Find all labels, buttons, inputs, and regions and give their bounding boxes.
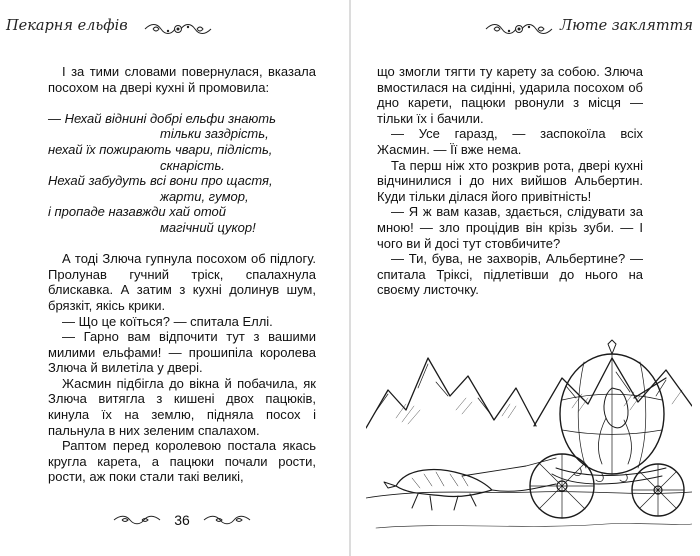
text-paragraph: А тоді Злюча гупнула посохом об підлогу. Пролунав гучний тріск, спалахнула блискавка. А затим з кухні долинув шум, брязкіт, якісь крики. xyxy=(48,251,316,313)
text-paragraph: Раптом перед королевою постала якась кругла карета, а пацюки почали рости, рости, аж поки стали такі великі, xyxy=(48,438,316,485)
left-running-head: Пекарня ельфів xyxy=(6,18,128,34)
spell-poem xyxy=(48,111,316,236)
text-paragraph: Жасмин підбігла до вікна й побачила, як Злюча витягла з кишені двох пацюків, кинула їх на землю, підняла посох і пальнула в них зеленим спалахом. xyxy=(48,375,316,438)
page-number: 36 xyxy=(174,512,190,528)
flourish-ornament-icon xyxy=(143,19,213,39)
text-paragraph: що змогли тягти ту карету за собою. Злюча вмостилася на сидінні, ударила посохом об дно карети, пацюки рвонули з місця — тільки їх і бачили. xyxy=(377,64,643,126)
poem-line: і пропаде назавжди хай отой xyxy=(48,204,227,220)
poem-line: Нехай забудуть всі вони про щастя, xyxy=(48,173,273,189)
text-paragraph: — Гарно вам відпочити тут з вашими милими ельфами! — прошипіла королева Злюча й вилетіла у двері. xyxy=(48,329,316,376)
text-paragraph: І за тими словами повернулася, вказала посохом на двері кухні й промовила: xyxy=(48,64,316,95)
vine-ornament-icon xyxy=(112,513,162,527)
flourish-ornament-icon xyxy=(484,19,554,39)
book-gutter xyxy=(349,0,351,556)
poem-line: нехай їх пожирають чвари, підлість, xyxy=(48,141,273,157)
text-paragraph: — Усе гаразд, — заспокоїла всіх Жасмин. — Її вже нема. xyxy=(377,126,643,157)
poem-line: жарти, гумор, xyxy=(160,188,249,204)
poem-line: магічний цукор! xyxy=(160,219,256,235)
poem-line: скнарість. xyxy=(160,157,225,173)
text-paragraph: — Я ж вам казав, здається, слідувати за мною! — зло процідив він крізь зуби. — І чого ви й досі тут стовбичите? xyxy=(377,204,643,251)
text-paragraph: — Що це коїться? — спитала Еллі. xyxy=(62,313,273,329)
rat-drawn-carriage-illustration xyxy=(366,318,692,550)
text-paragraph: — Ти, бува, не захворів, Альбертине? — спитала Тріксі, підлетівши до нього на своєму листочку. xyxy=(377,251,643,298)
left-page-text xyxy=(48,64,316,485)
vine-ornament-icon xyxy=(202,513,252,527)
page-folio xyxy=(112,511,252,529)
poem-line: тільки заздрість, xyxy=(160,126,269,142)
right-running-head: Люте закляття xyxy=(560,18,693,34)
poem-line: — Нехай віднині добрі ельфи знають xyxy=(48,110,276,126)
text-paragraph: Та перш ніж хто розкрив рота, двері кухні відчинилися і до них вийшов Альбертин. Куди тільки ділася його привітність! xyxy=(377,157,643,204)
right-page-text xyxy=(377,64,643,298)
